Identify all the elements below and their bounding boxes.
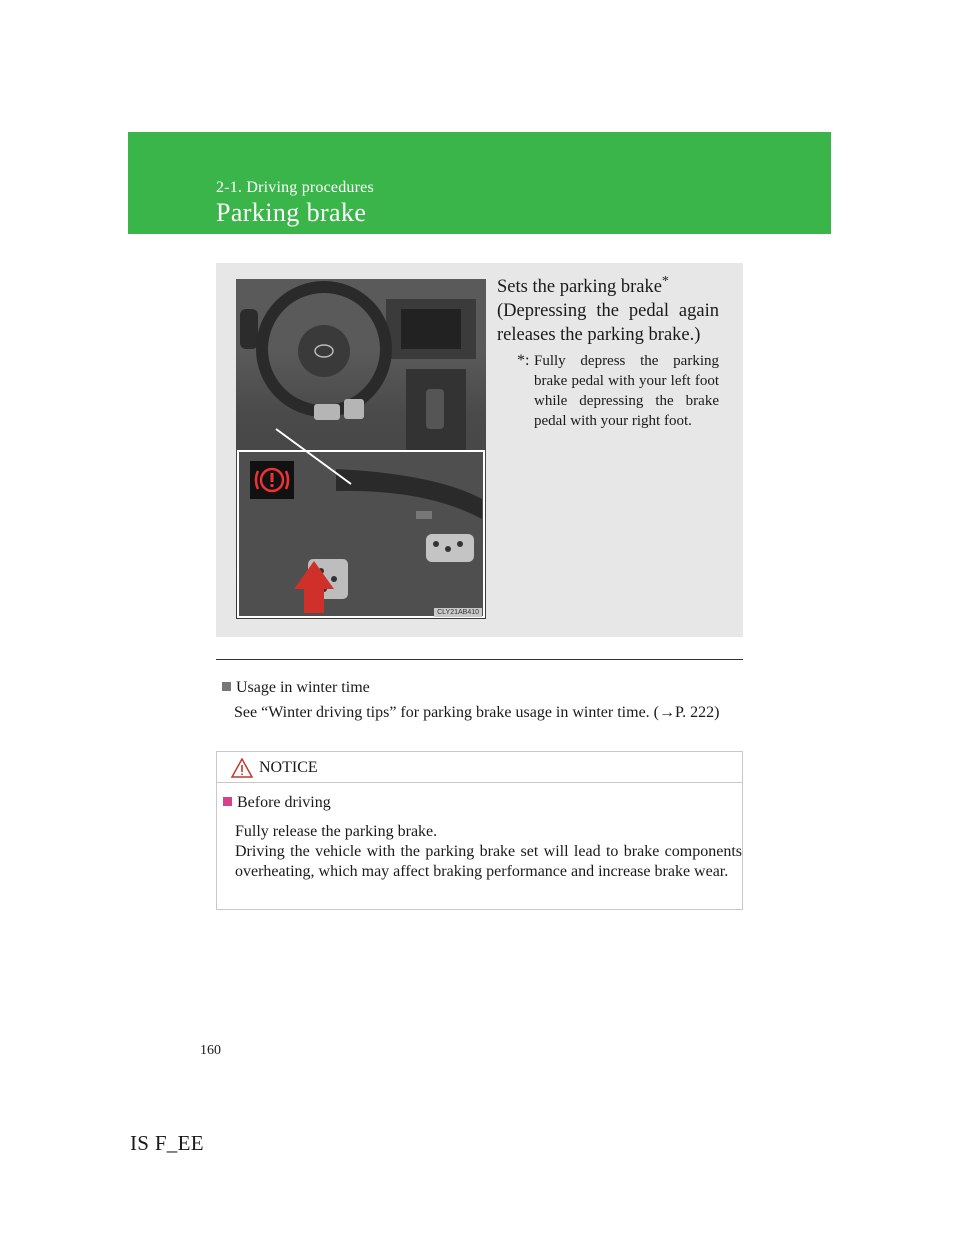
notice-heading-text: Before driving <box>237 794 331 811</box>
footnote-text: Fully depress the parking brake pedal with your left foot while depressing the brake pedal with your right foot. <box>534 353 719 429</box>
footnote-mark: *: <box>517 352 530 369</box>
page-number: 160 <box>200 1043 221 1058</box>
notice-box <box>216 751 743 910</box>
figure-footnote <box>497 351 719 431</box>
parking-brake-photo <box>236 279 486 619</box>
info-heading <box>222 679 370 697</box>
section-header <box>128 132 831 234</box>
caption-paren: (Depressing the pedal again releases the parking brake.) <box>497 301 719 345</box>
caption-main: Sets the parking brake <box>497 277 662 297</box>
caption-star: * <box>661 273 669 289</box>
info-heading-text: Usage in winter time <box>236 679 370 696</box>
notice-line-1: Fully release the parking brake. <box>235 823 438 840</box>
warning-triangle-icon <box>231 758 253 778</box>
notice-body <box>235 822 742 882</box>
square-bullet-icon <box>222 682 231 691</box>
notice-heading <box>223 794 331 812</box>
figure-code: CLY21AB410 <box>434 608 482 617</box>
figure-caption <box>497 275 719 347</box>
notice-titlebar <box>217 752 742 783</box>
car-interior-illustration <box>236 279 486 619</box>
info-body: See “Winter driving tips” for parking brake usage in winter time. (→P. 222) <box>234 704 720 721</box>
section-label: 2-1. Driving procedures <box>216 179 374 196</box>
figure-panel <box>216 263 743 637</box>
section-divider <box>216 659 743 660</box>
square-bullet-icon <box>223 797 232 806</box>
model-code: IS F_EE <box>130 1131 204 1155</box>
notice-line-2: Driving the vehicle with the parking brake set will lead to brake components overheating, which may affect braking performance and increase brake wear. <box>235 843 742 880</box>
page-title: Parking brake <box>216 198 367 227</box>
notice-title: NOTICE <box>259 759 318 776</box>
